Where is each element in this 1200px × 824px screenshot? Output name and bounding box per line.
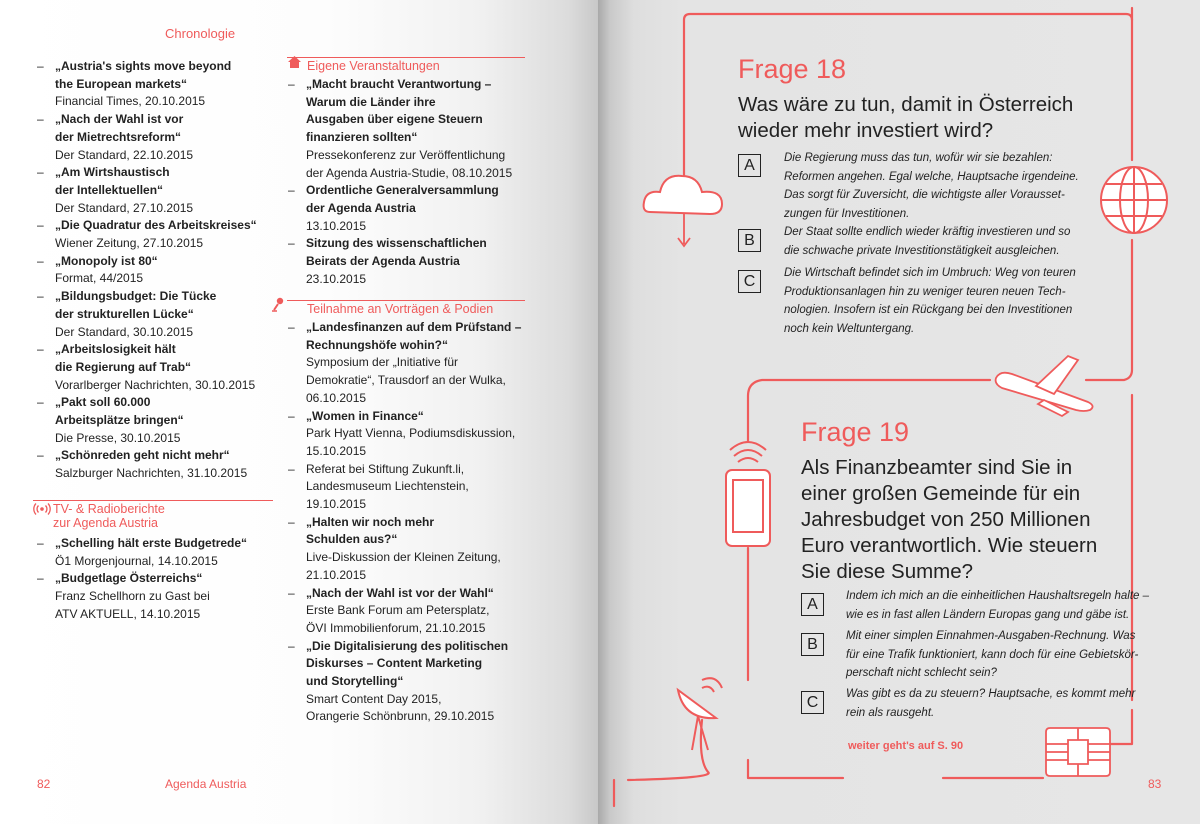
list-item xyxy=(37,570,277,623)
list-item xyxy=(288,76,528,182)
item-title-line: der Intellektuellen“ xyxy=(55,182,164,197)
item-title-line: „Nach der Wahl ist vor der Wahl“ xyxy=(306,585,494,600)
item-source-line: Live-Diskussion der Kleinen Zeitung, xyxy=(306,550,501,565)
q19-option-c-box[interactable]: C xyxy=(801,691,824,714)
list-item xyxy=(288,182,528,235)
q19-option-b-text: Mit einer simplen Einnahmen-Ausgaben-Rechnung. Was für eine Trafik funktioniert, kann doch für eine Gebietskör- perschaft nicht schlecht sein? xyxy=(846,630,1139,679)
item-title-line: Warum die Länder ihre xyxy=(306,94,436,109)
item-source-line: Financial Times, 20.10.2015 xyxy=(55,94,206,109)
list-dash: – xyxy=(37,165,44,180)
events-section-heading: Eigene Veranstaltungen xyxy=(287,57,525,73)
item-title-line: die Regierung auf Trab“ xyxy=(55,359,192,374)
item-source-line: Orangerie Schönbrunn, 29.10.2015 xyxy=(306,709,495,724)
list-dash: – xyxy=(37,536,44,550)
list-item xyxy=(37,394,277,447)
item-title-line: „Arbeitslosigkeit hält xyxy=(55,342,176,357)
list-dash: – xyxy=(37,218,44,233)
item-title-line: der Mietrechtsreform“ xyxy=(55,129,182,144)
list-dash: – xyxy=(37,571,44,586)
list-item xyxy=(288,408,538,461)
item-title-line: „Die Digitalisierung des politischen xyxy=(306,638,509,653)
smartphone-icon xyxy=(726,442,770,546)
item-source-line: Der Standard, 27.10.2015 xyxy=(55,200,194,215)
item-title-line: „Austria's sights move beyond xyxy=(55,59,232,73)
item-source-line: Landesmuseum Liechtenstein, xyxy=(306,479,469,494)
item-title-line: „Bildungsbudget: Die Tücke xyxy=(55,289,217,304)
item-title-line: der strukturellen Lücke“ xyxy=(55,306,194,321)
item-source-line: Die Presse, 30.10.2015 xyxy=(55,430,181,445)
list-item xyxy=(37,164,277,217)
continue-link[interactable]: weiter geht's auf S. 90 xyxy=(848,740,964,752)
list-item xyxy=(37,447,277,482)
list-item xyxy=(288,585,538,638)
item-source-line: 21.10.2015 xyxy=(306,567,367,582)
q18-option-a-text: Die Regierung muss das tun, wofür wir sie bezahlen: Reformen angehen. Egal welche, Hauptsache irgendeine. Das sorgt für Zuversicht, die wichtigste aller Vorausset- zungen für Investitionen. xyxy=(784,152,1079,220)
item-source-line: Der Standard, 30.10.2015 xyxy=(55,324,194,339)
item-source-line: Wiener Zeitung, 27.10.2015 xyxy=(55,236,204,251)
item-source-line: Symposium der „Initiative für xyxy=(306,355,459,370)
item-title-line: „Macht braucht Verantwortung – xyxy=(306,77,492,91)
item-title-line: „Budgetlage Österreichs“ xyxy=(55,571,203,586)
item-source-line: Format, 44/2015 xyxy=(55,271,144,286)
question-18-number: Frage 18 xyxy=(738,54,847,84)
list-dash: – xyxy=(37,253,44,268)
item-source-line: Pressekonferenz zur Veröffentlichung xyxy=(306,147,506,162)
item-source-line: 23.10.2015 xyxy=(306,271,367,286)
list-dash: – xyxy=(288,514,295,529)
page-header: Chronologie xyxy=(165,26,236,41)
list-dash: – xyxy=(37,395,44,410)
list-dash: – xyxy=(37,59,44,73)
question-18-text: Was wäre zu tun, damit in Österreich wieder mehr investiert wird? xyxy=(738,93,1074,142)
item-title-line: „Halten wir noch mehr xyxy=(306,514,435,529)
item-title-line: „Schönreden geht nicht mehr“ xyxy=(55,448,230,463)
list-item xyxy=(37,341,277,394)
list-item xyxy=(288,638,538,727)
page-number-right: 83 xyxy=(1148,777,1162,791)
tv-section-heading: TV- & Radioberichte zur Agenda Austria xyxy=(33,500,273,530)
list-item xyxy=(37,288,277,341)
chip-card-icon xyxy=(1046,728,1110,776)
item-title-line: Diskurses – Content Marketing xyxy=(306,656,483,671)
q19-option-a-text: Indem ich mich an die einheitlichen Haushaltsregeln halte – wie es in fast allen Ländern Europas gang und gäbe ist. xyxy=(846,590,1150,621)
list-item xyxy=(288,319,538,408)
talks-list xyxy=(288,319,538,726)
list-item xyxy=(37,535,277,570)
item-source-line: Park Hyatt Vienna, Podiumsdiskussion, xyxy=(306,426,516,441)
item-title-line: Ausgaben über eigene Steuern xyxy=(306,112,483,127)
list-item xyxy=(37,58,277,111)
item-title-line: und Storytelling“ xyxy=(306,674,404,689)
footer-brand: Agenda Austria xyxy=(165,777,247,791)
q19-option-a-box[interactable]: A xyxy=(801,593,824,616)
list-dash: – xyxy=(288,585,295,600)
talks-section-heading: Teilnahme an Vorträgen & Podien xyxy=(287,300,525,316)
item-source-line: Salzburger Nachrichten, 31.10.2015 xyxy=(55,466,248,481)
q18-option-b-text: Der Staat sollte endlich wieder kräftig investieren und so die schwache private Investitionstätigkeit ausgleichen. xyxy=(784,226,1071,257)
item-source-line: Vorarlberger Nachrichten, 30.10.2015 xyxy=(55,377,256,392)
airplane-icon xyxy=(996,356,1093,416)
list-dash: – xyxy=(288,236,295,251)
item-source-line: der Agenda Austria-Studie, 08.10.2015 xyxy=(306,165,513,180)
list-dash: – xyxy=(37,289,44,304)
item-title-line: der Agenda Austria xyxy=(306,200,416,215)
list-dash: – xyxy=(288,320,295,334)
list-dash: – xyxy=(288,77,295,91)
list-dash: – xyxy=(37,448,44,463)
item-source-line: ATV AKTUELL, 14.10.2015 xyxy=(55,606,201,621)
question-19-text: Als Finanzbeamter sind Sie in einer großen Gemeinde für ein Jahresbudget von 250 Millionen Euro verantwortlich. Wie steuern Sie diese Summe? xyxy=(801,456,1098,583)
item-title-line: „Landesfinanzen auf dem Prüfstand – xyxy=(306,320,522,334)
item-title-line: „Schelling hält erste Budgetrede“ xyxy=(55,536,248,550)
list-dash: – xyxy=(288,183,295,198)
press-list xyxy=(37,58,277,483)
list-item xyxy=(288,235,528,288)
question-19-number: Frage 19 xyxy=(801,417,910,447)
item-source-line: Der Standard, 22.10.2015 xyxy=(55,147,194,162)
item-source-line: 19.10.2015 xyxy=(306,497,367,512)
item-title-line: „Pakt soll 60.000 xyxy=(55,395,151,410)
q18-option-c-box[interactable]: C xyxy=(738,270,761,293)
q18-option-b-box[interactable]: B xyxy=(738,229,761,252)
q18-option-a-box[interactable]: A xyxy=(738,154,761,177)
list-item xyxy=(288,514,538,585)
item-source-line: Demokratie“, Trausdorf an der Wulka, xyxy=(306,373,506,388)
list-dash: – xyxy=(37,342,44,357)
item-source-line: Referat bei Stiftung Zukunft.li, xyxy=(306,461,465,476)
item-title-line: finanzieren sollten“ xyxy=(306,130,418,145)
list-item xyxy=(37,111,277,164)
microphone-icon xyxy=(270,296,286,315)
item-source-line: Franz Schellhorn zu Gast bei xyxy=(55,589,210,604)
q18-option-c-text: Die Wirtschaft befindet sich im Umbruch: Weg von teuren Produktionsanlagen hin zu weniger teuren neuen Tech- nologien. Insofern ist ein Rückgang bei den Investitionen noch kein Weltuntergang. xyxy=(784,267,1076,335)
q19-option-b-box[interactable]: B xyxy=(801,633,824,656)
list-dash: – xyxy=(288,461,295,476)
list-dash: – xyxy=(288,408,295,423)
item-title-line: „Nach der Wahl ist vor xyxy=(55,112,184,127)
tv-list xyxy=(37,535,277,624)
item-title-line: Beirats der Agenda Austria xyxy=(306,254,460,269)
item-title-line: Arbeitsplätze bringen“ xyxy=(55,413,184,428)
list-item xyxy=(37,217,277,252)
item-source-line: Smart Content Day 2015, xyxy=(306,691,442,706)
item-title-line: Sitzung des wissenschaftlichen xyxy=(306,236,487,251)
page-number-left: 82 xyxy=(37,777,51,791)
item-title-line: „Women in Finance“ xyxy=(306,408,424,423)
cloud-icon xyxy=(644,176,722,246)
item-source-line: Erste Bank Forum am Petersplatz, xyxy=(306,603,490,618)
list-dash: – xyxy=(37,112,44,127)
item-title-line: „Die Quadratur des Arbeitskreises“ xyxy=(55,218,257,233)
events-list xyxy=(288,76,528,288)
item-title-line: Schulden aus?“ xyxy=(306,532,398,547)
item-source-line: 13.10.2015 xyxy=(306,218,367,233)
item-title-line: „Monopoly ist 80“ xyxy=(55,253,158,268)
item-title-line: Rechnungshöfe wohin?“ xyxy=(306,337,448,352)
item-source-line: 06.10.2015 xyxy=(306,390,367,405)
item-source-line: Ö1 Morgenjournal, 14.10.2015 xyxy=(55,553,218,568)
item-source-line: 15.10.2015 xyxy=(306,443,367,458)
item-title-line: „Am Wirtshaustisch xyxy=(55,165,170,180)
list-item xyxy=(37,253,277,288)
item-title-line: Ordentliche Generalversammlung xyxy=(306,183,499,198)
list-dash: – xyxy=(288,638,295,653)
item-title-line: the European markets“ xyxy=(55,76,188,91)
list-item xyxy=(288,461,538,514)
q19-option-c-text: Was gibt es da zu steuern? Hauptsache, es kommt mehr rein als rausgeht. xyxy=(846,688,1136,719)
item-source-line: ÖVI Immobilienforum, 21.10.2015 xyxy=(306,620,486,635)
